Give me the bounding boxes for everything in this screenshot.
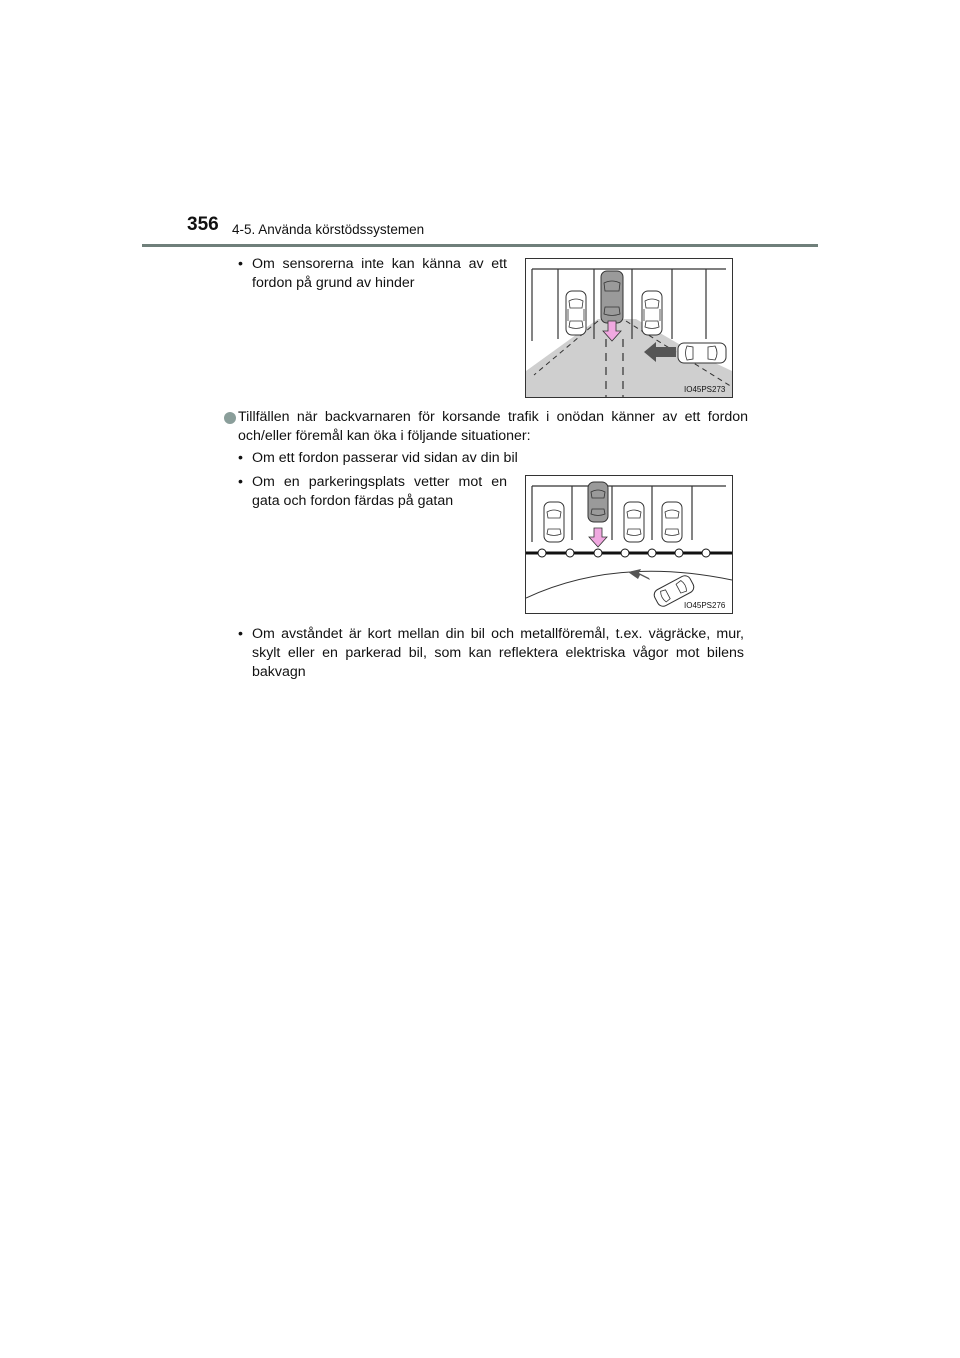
main-point-bullet-icon: [224, 412, 236, 424]
bullet-marker: •: [238, 450, 243, 466]
bullet-sensor-obstruction: Om sensorerna inte kan känna av ett fordon på grund av hinder: [252, 256, 507, 291]
traffic-arrow: [628, 569, 650, 580]
parked-car-left: [566, 291, 586, 335]
parking-street-diagram: [526, 476, 732, 613]
own-car: [601, 271, 623, 323]
bullet-metal-objects: Om avståndet är kort mellan din bil och metallföremål, t.ex. vägräcke, mur, skylt eller en parkerad bil, som kan reflektera elektriska vågor mot bilens bakvagn: [252, 626, 744, 680]
bullet-marker: •: [238, 256, 243, 272]
approaching-car: [678, 343, 726, 363]
figure-code: IO45PS273: [684, 385, 726, 394]
parked-car-1: [544, 502, 564, 542]
bullet-passing-vehicle: Om ett fordon passerar vid sidan av din bil: [252, 450, 518, 466]
own-car: [588, 482, 608, 522]
parked-car-right: [642, 291, 662, 335]
header-rule: [142, 244, 818, 247]
road-curve: [526, 571, 732, 598]
figure-parking-obstruction: [525, 258, 733, 398]
main-point-text: Tillfällen när backvarnaren för korsande trafik i onödan känner av ett fordon och/eller föremål kan öka i följande situationer:: [238, 409, 748, 444]
figure-parking-street: [525, 475, 733, 614]
bullet-parking-facing-street: Om en parkeringsplats vetter mot en gata och fordon färdas på gatan: [252, 474, 507, 509]
figure-code: IO45PS276: [684, 601, 726, 610]
section-title: 4-5. Använda körstödssystemen: [232, 222, 425, 237]
bullet-marker: •: [238, 626, 243, 642]
bullet-marker: •: [238, 474, 243, 490]
parking-obstruction-diagram: [526, 259, 732, 397]
parked-car-2: [624, 502, 644, 542]
page-number: 356: [187, 214, 219, 235]
reverse-arrow: [589, 528, 607, 547]
parked-car-3: [662, 502, 682, 542]
